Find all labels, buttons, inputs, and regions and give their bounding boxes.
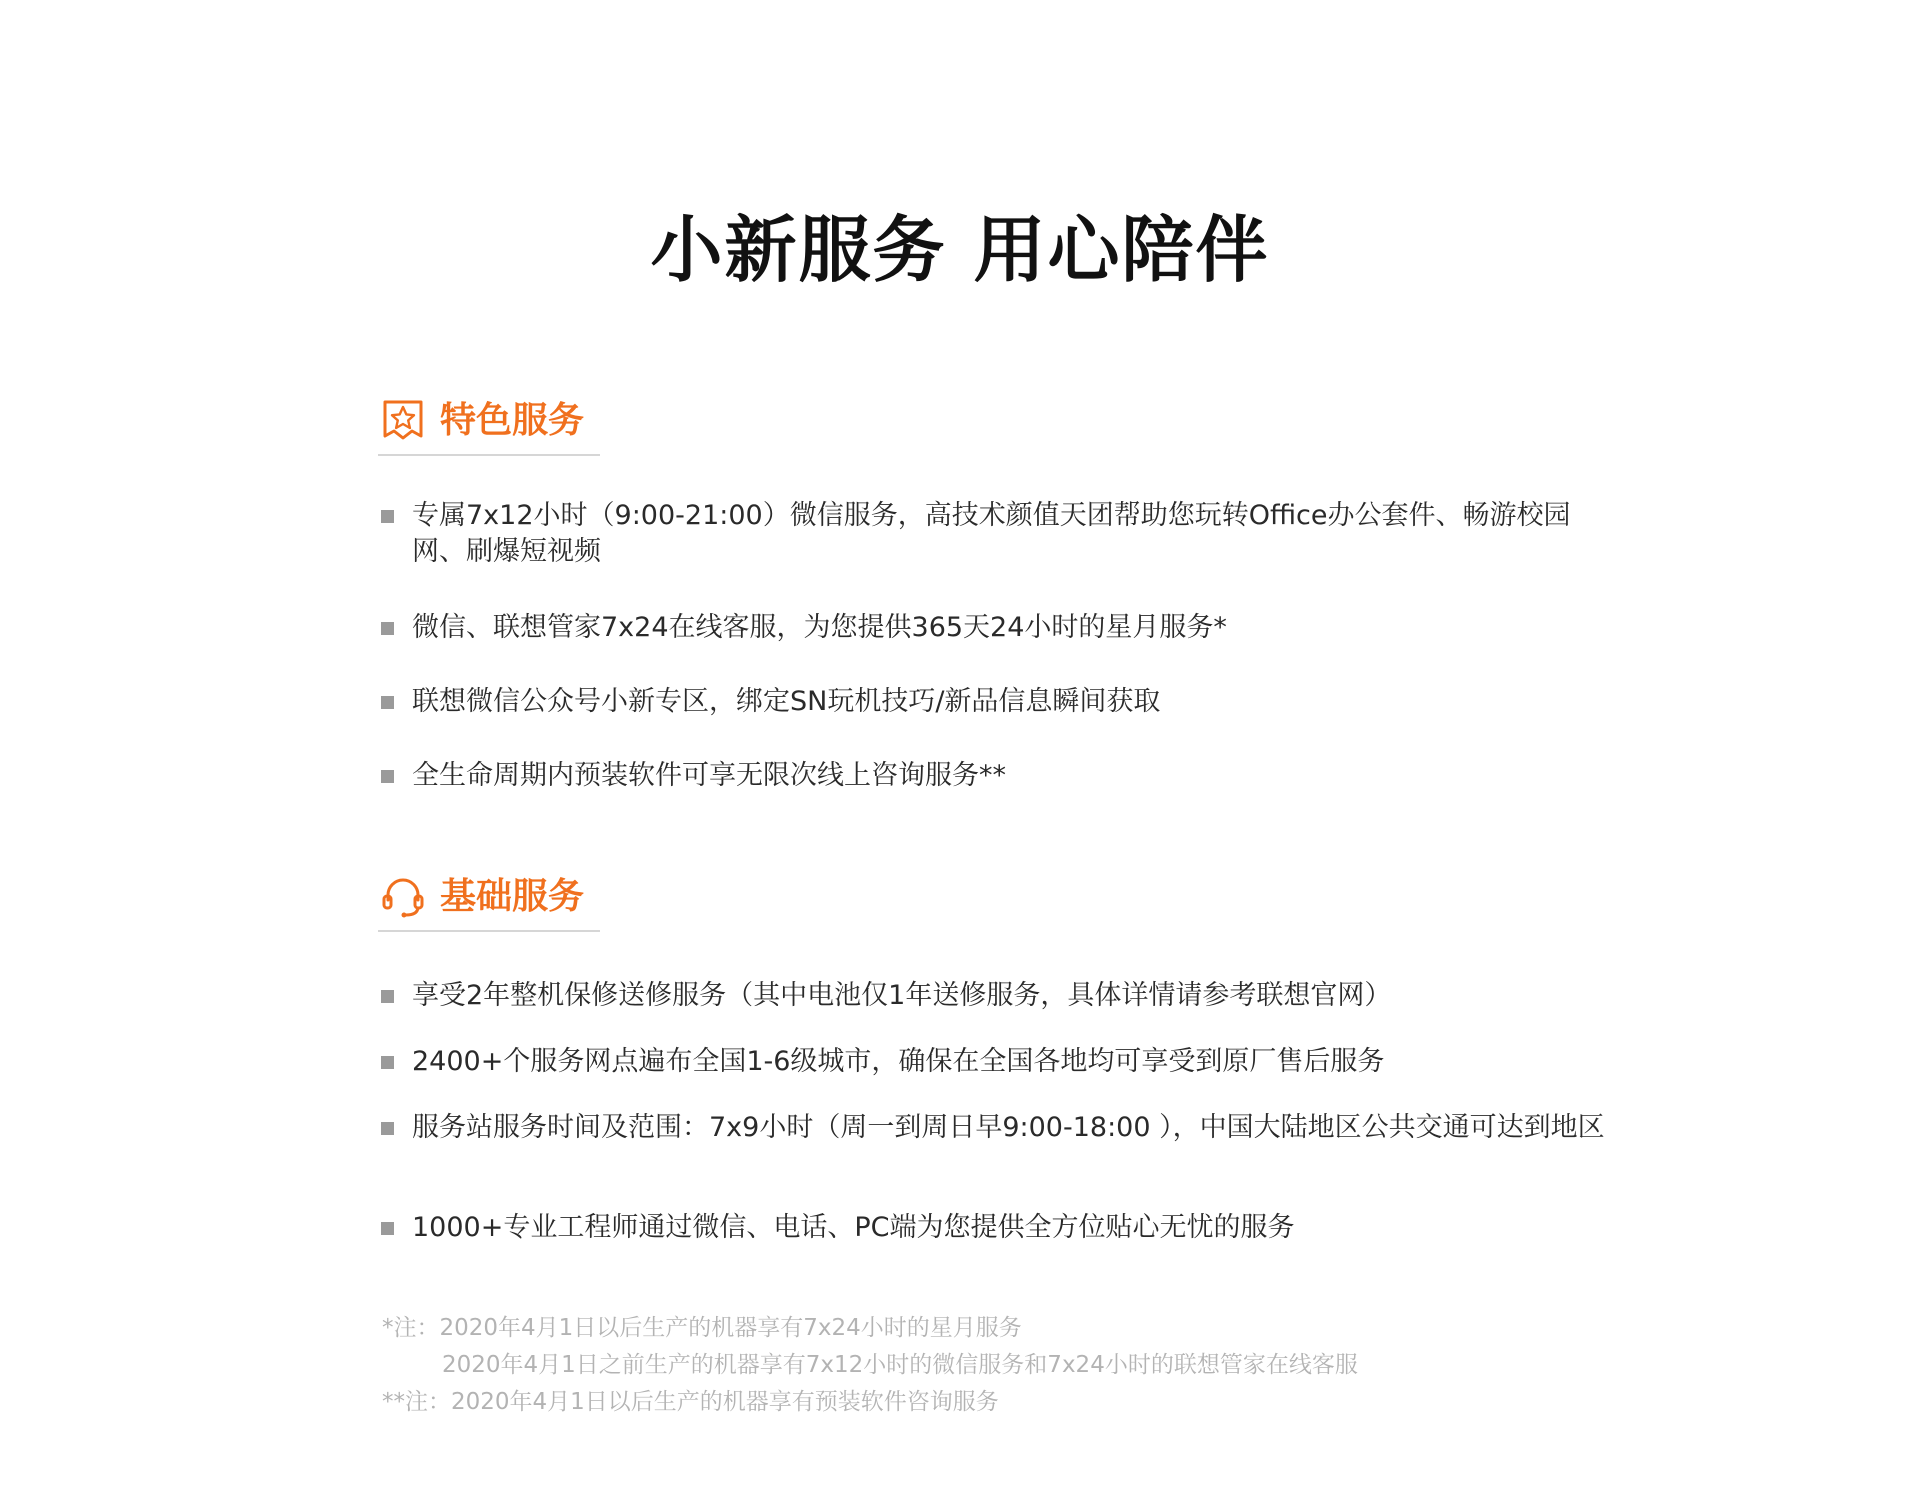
page-title: 小新服务 用心陪伴 [650,208,1270,292]
basic-list [378,978,1618,1246]
badge-star-icon [380,398,426,444]
list-item [378,978,1618,1014]
section-header-featured [378,392,600,456]
list-item-text: 微信、联想管家7x24在线客服，为您提供365天24小时的星月服务* [412,612,1227,643]
list-item [378,1044,1618,1080]
bullet-square-icon [381,1222,394,1235]
bullet-square-icon [381,1056,394,1069]
footnote-2: **注：2020年4月1日以后生产的机器享有预装软件咨询服务 [382,1389,999,1415]
list-item [378,1210,1618,1246]
bullet-square-icon [381,510,394,523]
list-item-text: 2400+个服务网点遍布全国1-6级城市，确保在全国各地均可享受到原厂售后服务 [412,1046,1385,1077]
list-item-text: 享受2年整机保修送修服务（其中电池仅1年送修服务，具体详情请参考联想官网） [412,980,1392,1011]
list-item-text: 专属7x12小时（9:00-21:00）微信服务，高技术颜值天团帮助您玩转Office办公套件、畅游校园网、刷爆短视频 [412,500,1571,567]
list-item [378,1110,1618,1182]
bullet-square-icon [381,770,394,783]
section-header-basic [378,868,600,932]
list-item-text: 联想微信公众号小新专区，绑定SN玩机技巧/新品信息瞬间获取 [412,686,1161,717]
list-item [378,684,1618,720]
list-item-text: 服务站服务时间及范围：7x9小时（周一到周日早9:00-18:00 ），中国大陆地区公共交通可达到地区 [412,1112,1605,1143]
list-item [378,758,1618,794]
footnotes [382,1310,1358,1421]
footnote-1-continued: 2020年4月1日之前生产的机器享有7x12小时的微信服务和7x24小时的联想管家在线客服 [442,1352,1358,1378]
bullet-square-icon [381,622,394,635]
section-title-basic: 基础服务 [440,876,585,917]
list-item-text: 全生命周期内预装软件可享无限次线上咨询服务** [412,760,1006,791]
bullet-square-icon [381,1122,394,1135]
section-title-featured: 特色服务 [440,400,585,441]
featured-list [378,498,1618,794]
headset-icon [380,874,426,920]
bullet-square-icon [381,990,394,1003]
list-item [378,498,1618,570]
list-item-text: 1000+专业工程师通过微信、电话、PC端为您提供全方位贴心无忧的服务 [412,1212,1295,1243]
list-item [378,610,1618,646]
bullet-square-icon [381,696,394,709]
footnote-1: *注：2020年4月1日以后生产的机器享有7x24小时的星月服务 [382,1315,1022,1341]
